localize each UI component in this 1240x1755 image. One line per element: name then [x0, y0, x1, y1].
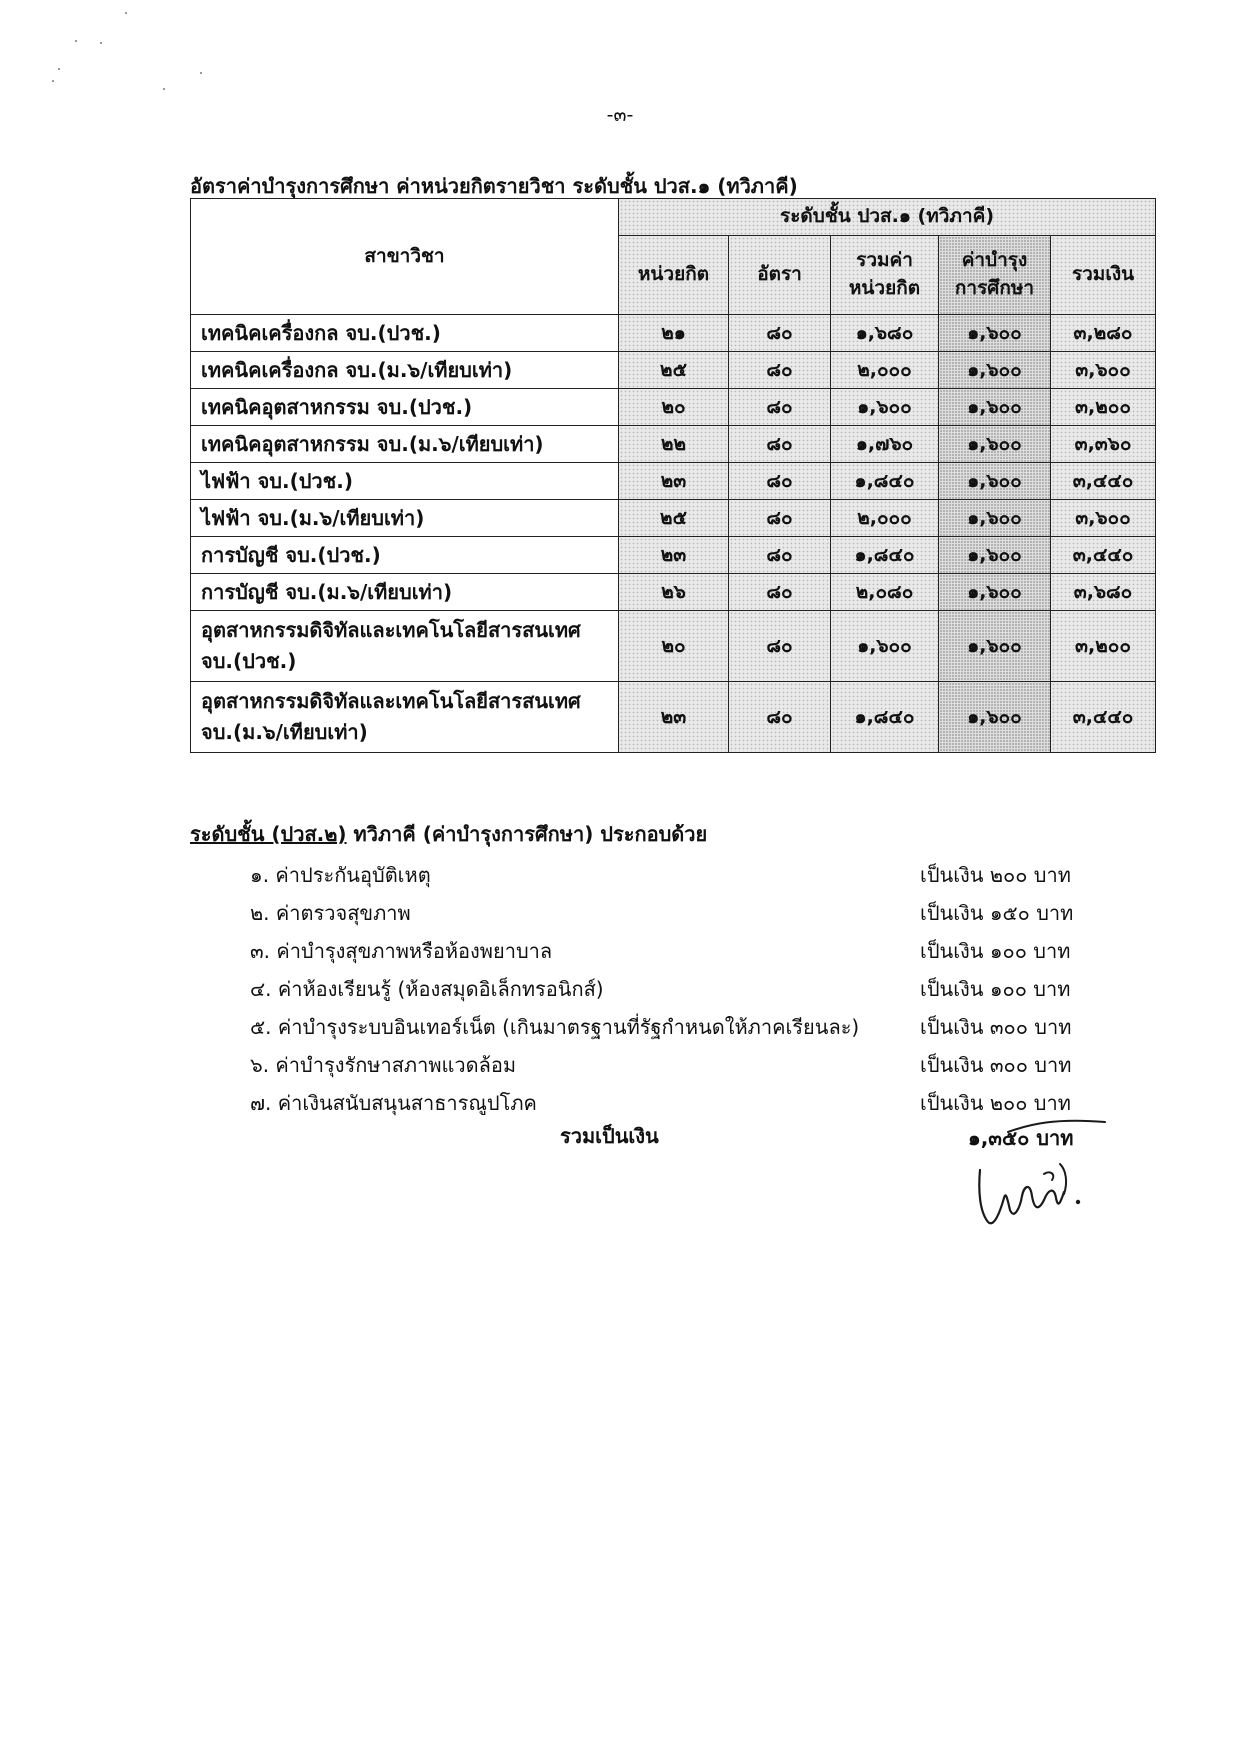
table-row: [191, 611, 1156, 682]
total-cell: ๓,๒๐๐: [1051, 389, 1156, 426]
header-credit-total-line1: รวมค่า: [856, 249, 913, 272]
table-row: [191, 537, 1156, 574]
header-maintenance-line1: ค่าบำรุง: [961, 249, 1028, 272]
scan-speck: [75, 40, 77, 42]
rate-cell: ๘๐: [729, 315, 831, 352]
subject-cell: ไฟฟ้า จบ.(ปวช.): [191, 463, 619, 500]
total-cell: ๓,๒๘๐: [1051, 315, 1156, 352]
rate-cell: ๘๐: [729, 574, 831, 611]
scan-speck: [163, 88, 165, 90]
fee-item-amount: เป็นเงิน ๑๐๐ บาท: [920, 977, 1071, 1001]
fee-item-label: ๗. ค่าเงินสนับสนุนสาธารณูปโภค: [250, 1091, 537, 1115]
header-rate: อัตรา: [729, 236, 831, 315]
fee-item-amount: เป็นเงิน ๓๐๐ บาท: [920, 1053, 1072, 1077]
section2-heading: [190, 818, 707, 850]
header-credits: หน่วยกิต: [619, 236, 729, 315]
header-maintenance: [939, 236, 1051, 315]
total-cell: ๓,๖๐๐: [1051, 500, 1156, 537]
rate-cell: ๘๐: [729, 463, 831, 500]
fee-item: [250, 1046, 1090, 1084]
total-label: รวมเป็นเงิน: [560, 1124, 659, 1148]
credit-total-cell: ๒,๐๐๐: [831, 500, 939, 537]
header-level-group: ระดับชั้น ปวส.๑ (ทวิภาคี): [619, 199, 1156, 236]
subject-line2: จบ.(ปวช.): [201, 649, 297, 673]
maintenance-cell: ๑,๖๐๐: [939, 352, 1051, 389]
credits-cell: ๒๐: [619, 389, 729, 426]
credit-total-cell: ๑,๖๘๐: [831, 315, 939, 352]
fee-item: [250, 894, 1090, 932]
rate-cell: ๘๐: [729, 682, 831, 753]
subject-cell: ไฟฟ้า จบ.(ม.๖/เทียบเท่า): [191, 500, 619, 537]
total-value: ๑,๓๕๐ บาท: [968, 1126, 1074, 1150]
maintenance-cell: ๑,๖๐๐: [939, 574, 1051, 611]
total-cell: ๓,๖๘๐: [1051, 574, 1156, 611]
subject-line2: จบ.(ม.๖/เทียบเท่า): [201, 720, 368, 744]
table-row: [191, 500, 1156, 537]
credits-cell: ๒๓: [619, 463, 729, 500]
credits-cell: ๒๓: [619, 537, 729, 574]
rate-cell: ๘๐: [729, 537, 831, 574]
rate-cell: ๘๐: [729, 611, 831, 682]
handwritten-signature-icon: [960, 1112, 1110, 1242]
subject-line1: อุตสาหกรรมดิจิทัลและเทคโนโลยีสารสนเทศ: [201, 618, 581, 642]
table-row: [191, 682, 1156, 753]
credit-total-cell: ๑,๘๔๐: [831, 537, 939, 574]
fee-item-label: ๓. ค่าบำรุงสุขภาพหรือห้องพยาบาล: [250, 939, 553, 963]
fee-item-amount: เป็นเงิน ๓๐๐ บาท: [920, 1015, 1072, 1039]
subject-cell: เทคนิคอุตสาหกรรม จบ.(ม.๖/เทียบเท่า): [191, 426, 619, 463]
subject-cell: เทคนิคเครื่องกล จบ.(ปวช.): [191, 315, 619, 352]
page-number: -๓-: [606, 104, 634, 126]
table-row: [191, 352, 1156, 389]
credit-total-cell: ๒,๐๘๐: [831, 574, 939, 611]
tuition-rate-table: [190, 198, 1156, 753]
header-credit-total-line2: หน่วยกิต: [848, 277, 921, 299]
fee-item-label: ๒. ค่าตรวจสุขภาพ: [250, 901, 411, 925]
credit-total-cell: ๑,๗๖๐: [831, 426, 939, 463]
section2-heading-rest: ทวิภาคี (ค่าบำรุงการศึกษา) ประกอบด้วย: [346, 822, 708, 846]
fee-item: [250, 970, 1090, 1008]
table-row: [191, 463, 1156, 500]
table-row: [191, 389, 1156, 426]
maintenance-cell: ๑,๖๐๐: [939, 426, 1051, 463]
table-row: [191, 574, 1156, 611]
credit-total-cell: ๑,๘๔๐: [831, 682, 939, 753]
credits-cell: ๒๐: [619, 611, 729, 682]
total-cell: ๓,๔๔๐: [1051, 682, 1156, 753]
credits-cell: ๒๒: [619, 426, 729, 463]
rate-cell: ๘๐: [729, 500, 831, 537]
maintenance-cell: ๑,๖๐๐: [939, 315, 1051, 352]
fee-item: [250, 1008, 1090, 1046]
table-row: [191, 426, 1156, 463]
header-grand-total: รวมเงิน: [1051, 236, 1156, 315]
maintenance-cell: ๑,๖๐๐: [939, 682, 1051, 753]
credit-total-cell: ๑,๖๐๐: [831, 389, 939, 426]
subject-cell: เทคนิคอุตสาหกรรม จบ.(ปวช.): [191, 389, 619, 426]
credits-cell: ๒๖: [619, 574, 729, 611]
fee-item-label: ๖. ค่าบำรุงรักษาสภาพแวดล้อม: [250, 1053, 517, 1077]
table-title: อัตราค่าบำรุงการศึกษา ค่าหน่วยกิตรายวิชา ระดับชั้น ปวส.๑ (ทวิภาคี): [190, 174, 798, 198]
subject-cell: การบัญชี จบ.(ปวช.): [191, 537, 619, 574]
credits-cell: ๒๑: [619, 315, 729, 352]
fee-item-amount: เป็นเงิน ๒๐๐ บาท: [920, 863, 1071, 887]
credits-cell: ๒๕: [619, 500, 729, 537]
credit-total-cell: ๑,๘๔๐: [831, 463, 939, 500]
total-cell: ๓,๓๖๐: [1051, 426, 1156, 463]
header-subject: สาขาวิชา: [191, 199, 619, 315]
credits-cell: ๒๕: [619, 352, 729, 389]
fee-item: [250, 856, 1090, 894]
header-credit-total: [831, 236, 939, 315]
maintenance-cell: ๑,๖๐๐: [939, 611, 1051, 682]
credits-cell: ๒๓: [619, 682, 729, 753]
table-row: [191, 315, 1156, 352]
fee-item-amount: เป็นเงิน ๑๕๐ บาท: [920, 901, 1074, 925]
fee-item-amount: เป็นเงิน ๒๐๐ บาท: [920, 1091, 1071, 1115]
rate-cell: ๘๐: [729, 426, 831, 463]
credit-total-cell: ๑,๖๐๐: [831, 611, 939, 682]
subject-cell: การบัญชี จบ.(ม.๖/เทียบเท่า): [191, 574, 619, 611]
maintenance-cell: ๑,๖๐๐: [939, 389, 1051, 426]
subject-cell: เทคนิคเครื่องกล จบ.(ม.๖/เทียบเท่า): [191, 352, 619, 389]
total-cell: ๓,๖๐๐: [1051, 352, 1156, 389]
fee-item: [250, 932, 1090, 970]
maintenance-cell: ๑,๖๐๐: [939, 500, 1051, 537]
scan-speck: [100, 42, 102, 44]
subject-cell: [191, 611, 619, 682]
total-cell: ๓,๔๔๐: [1051, 537, 1156, 574]
scan-speck: [52, 80, 54, 82]
maintenance-cell: ๑,๖๐๐: [939, 463, 1051, 500]
maintenance-cell: ๑,๖๐๐: [939, 537, 1051, 574]
credit-total-cell: ๒,๐๐๐: [831, 352, 939, 389]
rate-cell: ๘๐: [729, 389, 831, 426]
rate-cell: ๘๐: [729, 352, 831, 389]
fee-item-label: ๔. ค่าห้องเรียนรู้ (ห้องสมุดอิเล็กทรอนิกส์): [250, 977, 604, 1001]
section2-heading-level: ระดับชั้น (ปวส.๒): [190, 822, 347, 846]
total-cell: ๓,๒๐๐: [1051, 611, 1156, 682]
fee-item-label: ๑. ค่าประกันอุบัติเหตุ: [250, 863, 431, 887]
scan-speck: [200, 72, 202, 74]
scan-speck: [58, 68, 60, 70]
header-maintenance-line2: การศึกษา: [954, 277, 1035, 299]
scan-speck: [125, 12, 127, 14]
fee-item-label: ๕. ค่าบำรุงระบบอินเทอร์เน็ต (เกินมาตรฐานที่รัฐกำหนดให้ภาคเรียนละ): [250, 1015, 860, 1039]
total-cell: ๓,๔๔๐: [1051, 463, 1156, 500]
fee-item-amount: เป็นเงิน ๑๐๐ บาท: [920, 939, 1071, 963]
subject-cell: [191, 682, 619, 753]
fee-list: [250, 856, 1090, 1122]
subject-line1: อุตสาหกรรมดิจิทัลและเทคโนโลยีสารสนเทศ: [201, 689, 581, 713]
